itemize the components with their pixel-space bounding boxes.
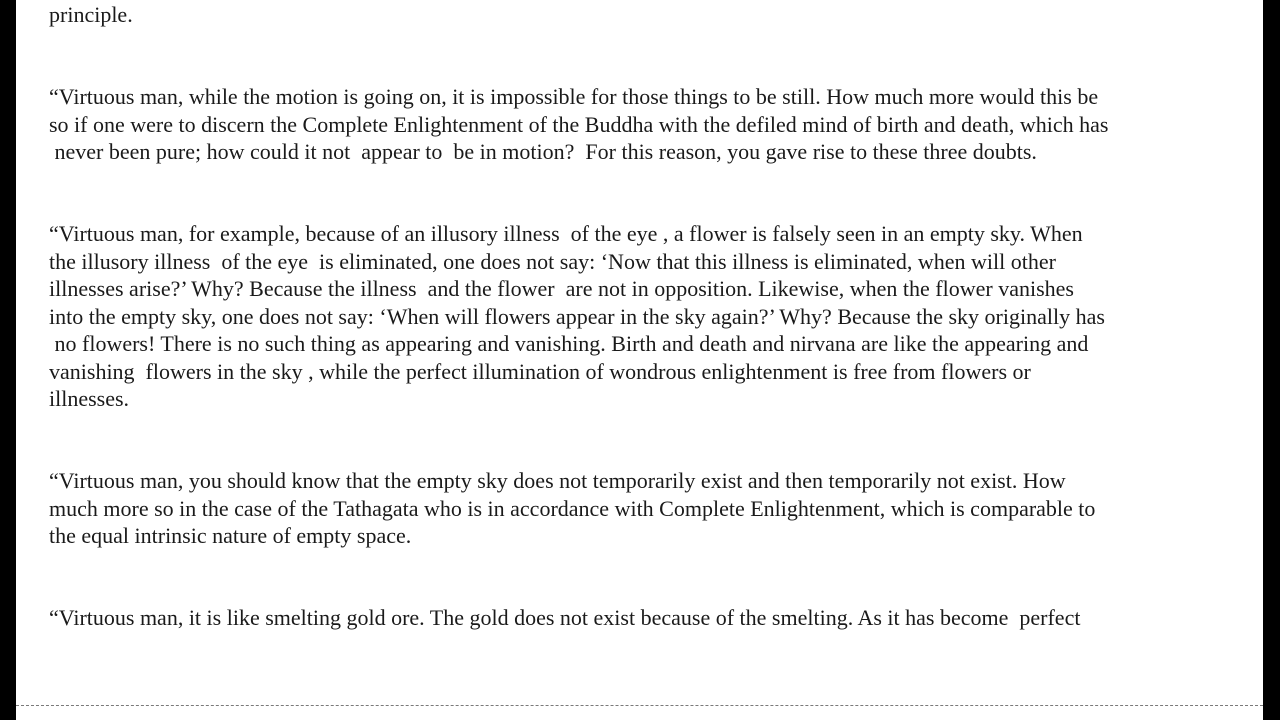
text-line: no flowers! There is no such thing as appearing and vanishing. Birth and death and nirvana are like the appearing and bbox=[49, 331, 1089, 356]
text-line: “Virtuous man, while the motion is going on, it is impossible for those things to be still. How much more would this be bbox=[49, 84, 1099, 109]
text-line: vanishing flowers in the sky , while the perfect illumination of wondrous enlightenment is free from flowers or bbox=[49, 358, 1031, 384]
text-line: much more so in the case of the Tathagata who is in accordance with Complete Enlightenment, which is comparable to bbox=[49, 495, 1096, 521]
text-line: into the empty sky, one does not say: ‘When will flowers appear in the sky again?’ Why? Because the sky originally has bbox=[49, 303, 1105, 329]
text-line: “Virtuous man, it is like smelting gold ore. The gold does not exist because of the smelting. As it has become perfect bbox=[49, 605, 1081, 630]
text-line: the equal intrinsic nature of empty space. bbox=[49, 523, 412, 548]
page-break-divider bbox=[16, 705, 1263, 706]
text-line: never been pure; how could it not appear to be in motion? For this reason, you gave rise to these three doubts. bbox=[49, 139, 1037, 164]
text-line: illnesses arise?’ Why? Because the illness and the flower are not in opposition. Likewise, when the flower vanishes bbox=[49, 276, 1074, 301]
document-page bbox=[16, 0, 1263, 720]
text-line: “Virtuous man, for example, because of an illusory illness of the eye , a flower is falsely seen in an empty sky. When bbox=[49, 221, 1083, 246]
text-line: “Virtuous man, you should know that the empty sky does not temporarily exist and then temporarily not exist. How bbox=[49, 468, 1066, 493]
text-line: illnesses. bbox=[49, 386, 130, 411]
text-line: principle. bbox=[49, 2, 133, 27]
text-line: so if one were to discern the Complete Enlightenment of the Buddha with the defiled mind of birth and death, which has bbox=[49, 111, 1109, 137]
text-line: the illusory illness of the eye is eliminated, one does not say: ‘Now that this illness is eliminated, when will other bbox=[49, 248, 1056, 274]
